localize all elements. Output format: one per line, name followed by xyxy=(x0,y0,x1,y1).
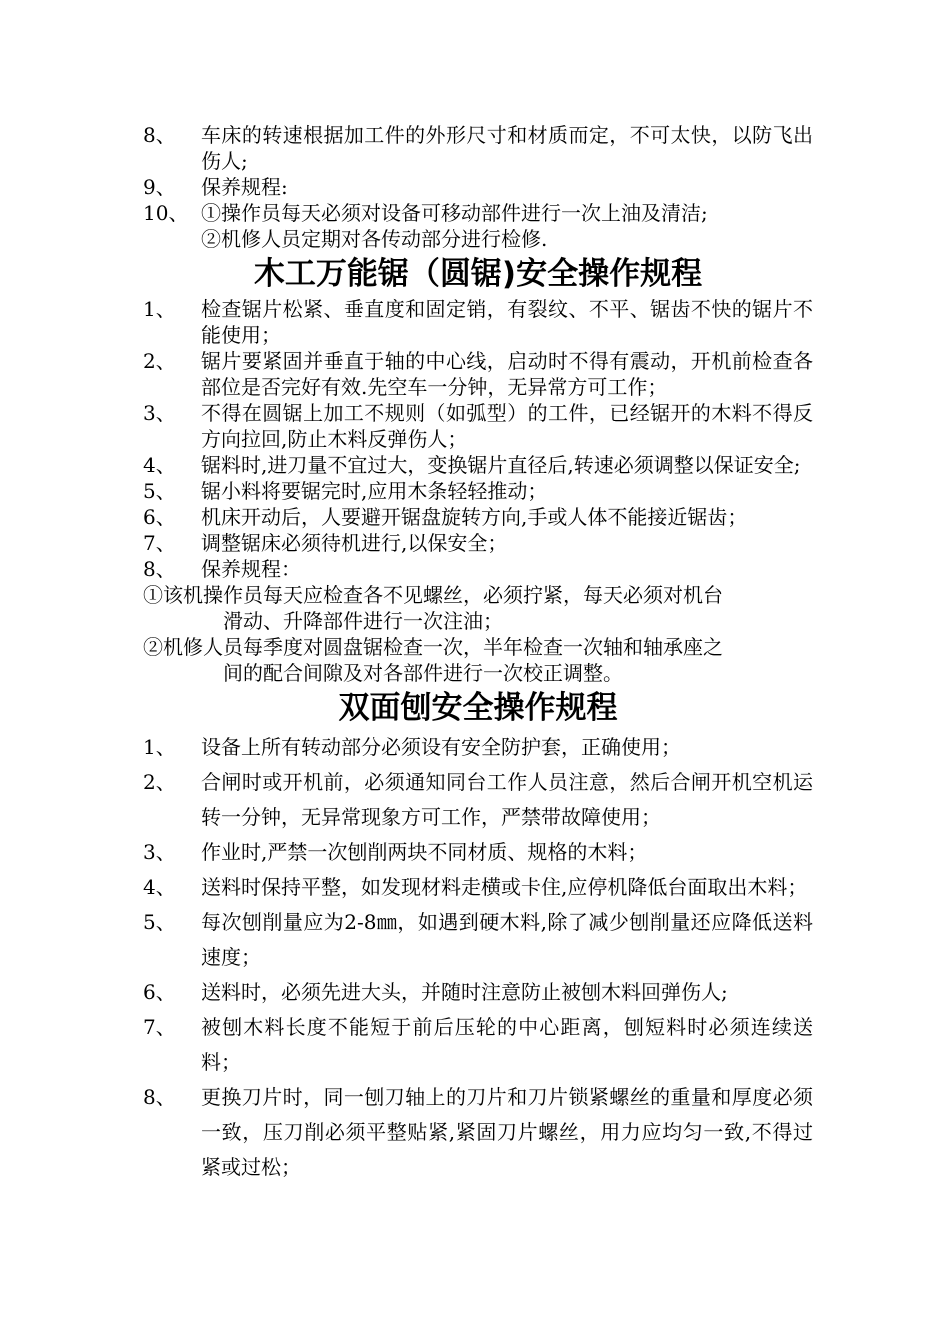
item-text: 锯片要紧固并垂直于轴的中心线，启动时不得有震动，开机前检查各部位是否完好有效.先空车一分钟，无异常方可工作； xyxy=(201,349,813,399)
saw-section-title: 木工万能锯（圆锯)安全操作规程 xyxy=(253,256,703,292)
item-number: 8、 xyxy=(143,1085,176,1109)
list-item xyxy=(143,504,813,530)
maintenance-text-continued: 间的配合间隙及对各部件进行一次校正调整。 xyxy=(223,661,623,685)
item-number: 5、 xyxy=(143,910,176,934)
list-item xyxy=(143,348,813,400)
item-text: 车床的转速根据加工件的外形尺寸和材质而定，不可太快，以防飞出伤人; xyxy=(201,123,813,173)
item-text: 锯小料将要锯完时,应用木条轻轻推动； xyxy=(201,479,548,503)
item-text: 送料时，必须先进大头，并随时注意防止被刨木料回弹伤人; xyxy=(201,980,728,1004)
list-item xyxy=(143,122,813,174)
item-text: 锯料时,进刀量不宜过大，变换锯片直径后,转速必须调整以保证安全; xyxy=(201,453,801,477)
maintenance-text: ②机修人员每季度对圆盘锯检查一次，半年检查一次轴和轴承座之 xyxy=(143,635,723,659)
item-number: 8、 xyxy=(143,557,176,581)
list-item xyxy=(143,556,813,582)
item-number: 9、 xyxy=(143,175,176,199)
list-item xyxy=(143,730,813,765)
maintenance-text: ①该机操作员每天应检查各不见螺丝，必须拧紧，每天必须对机台 xyxy=(143,583,723,607)
list-item xyxy=(143,452,813,478)
list-item xyxy=(143,478,813,504)
item-number: 10、 xyxy=(143,201,189,225)
item-number: 3、 xyxy=(143,840,176,864)
item-text: 不得在圆锯上加工不规则（如弧型）的工件，已经锯开的木料不得反方向拉回,防止木料反弹伤人； xyxy=(201,401,813,451)
list-item xyxy=(143,530,813,556)
item-text: 合闸时或开机前，必须通知同台工作人员注意，然后合闸开机空机运转一分钟，无异常现象方可工作，严禁带故障使用； xyxy=(201,770,813,829)
item-number: 6、 xyxy=(143,980,176,1004)
list-item xyxy=(143,174,813,200)
item-number: 8、 xyxy=(143,123,176,147)
item-number: 4、 xyxy=(143,453,176,477)
maintenance-item xyxy=(143,582,813,634)
lathe-section-tail xyxy=(143,122,813,252)
maintenance-item xyxy=(143,634,813,686)
item-text: 保养规程: xyxy=(201,175,288,199)
item-text: ①操作员每天必须对设备可移动部件进行一次上油及清洁; xyxy=(201,201,708,225)
item-number: 1、 xyxy=(143,297,176,321)
planer-section-title: 双面刨安全操作规程 xyxy=(338,690,618,726)
item-number: 5、 xyxy=(143,479,176,503)
item-text: 检查锯片松紧、垂直度和固定销，有裂纹、不平、锯齿不快的锯片不能使用； xyxy=(201,297,813,347)
item-number: 3、 xyxy=(143,401,176,425)
list-item xyxy=(143,400,813,452)
item-number: 4、 xyxy=(143,875,176,899)
item-number: 2、 xyxy=(143,770,176,794)
item-text: 被刨木料长度不能短于前后压轮的中心距离，刨短料时必须连续送料； xyxy=(201,1015,813,1074)
list-item xyxy=(143,765,813,835)
list-item xyxy=(143,905,813,975)
planer-rules-list xyxy=(143,730,813,1185)
item-text: 调整锯床必须待机进行,以保安全； xyxy=(201,531,508,555)
list-item xyxy=(143,200,813,226)
list-item xyxy=(143,1010,813,1080)
item-number: 1、 xyxy=(143,735,176,759)
saw-rules-list xyxy=(143,296,813,686)
item-number: 7、 xyxy=(143,1015,176,1039)
item-text: 作业时,严禁一次刨削两块不同材质、规格的木料； xyxy=(201,840,648,864)
document-body xyxy=(143,122,813,1185)
list-item xyxy=(143,975,813,1010)
list-item xyxy=(143,870,813,905)
item-number: 7、 xyxy=(143,531,176,555)
item-text: 机床开动后，人要避开锯盘旋转方向,手或人体不能接近锯齿； xyxy=(201,505,748,529)
item-text: 设备上所有转动部分必须设有安全防护套，正确使用； xyxy=(201,735,681,759)
item-number: 2、 xyxy=(143,349,176,373)
item-number: 6、 xyxy=(143,505,176,529)
maintenance-text-continued: 滑动、升降部件进行一次注油； xyxy=(223,609,503,633)
item-text: 送料时保持平整，如发现材料走横或卡住,应停机降低台面取出木料； xyxy=(201,875,808,899)
list-item xyxy=(143,835,813,870)
item-text: 更换刀片时，同一刨刀轴上的刀片和刀片锁紧螺丝的重量和厚度必须一致，压刀削必须平整贴紧,紧固刀片螺丝，用力应均匀一致,不得过紧或过松； xyxy=(201,1085,813,1179)
item-text: 保养规程： xyxy=(201,557,301,581)
list-item xyxy=(143,1080,813,1185)
list-item xyxy=(143,296,813,348)
item-text: 每次刨削量应为2-8㎜，如遇到硬木料,除了减少刨削量还应降低送料速度； xyxy=(201,910,813,969)
maintenance-sub-item: ②机修人员定期对各传动部分进行检修. xyxy=(201,227,548,251)
